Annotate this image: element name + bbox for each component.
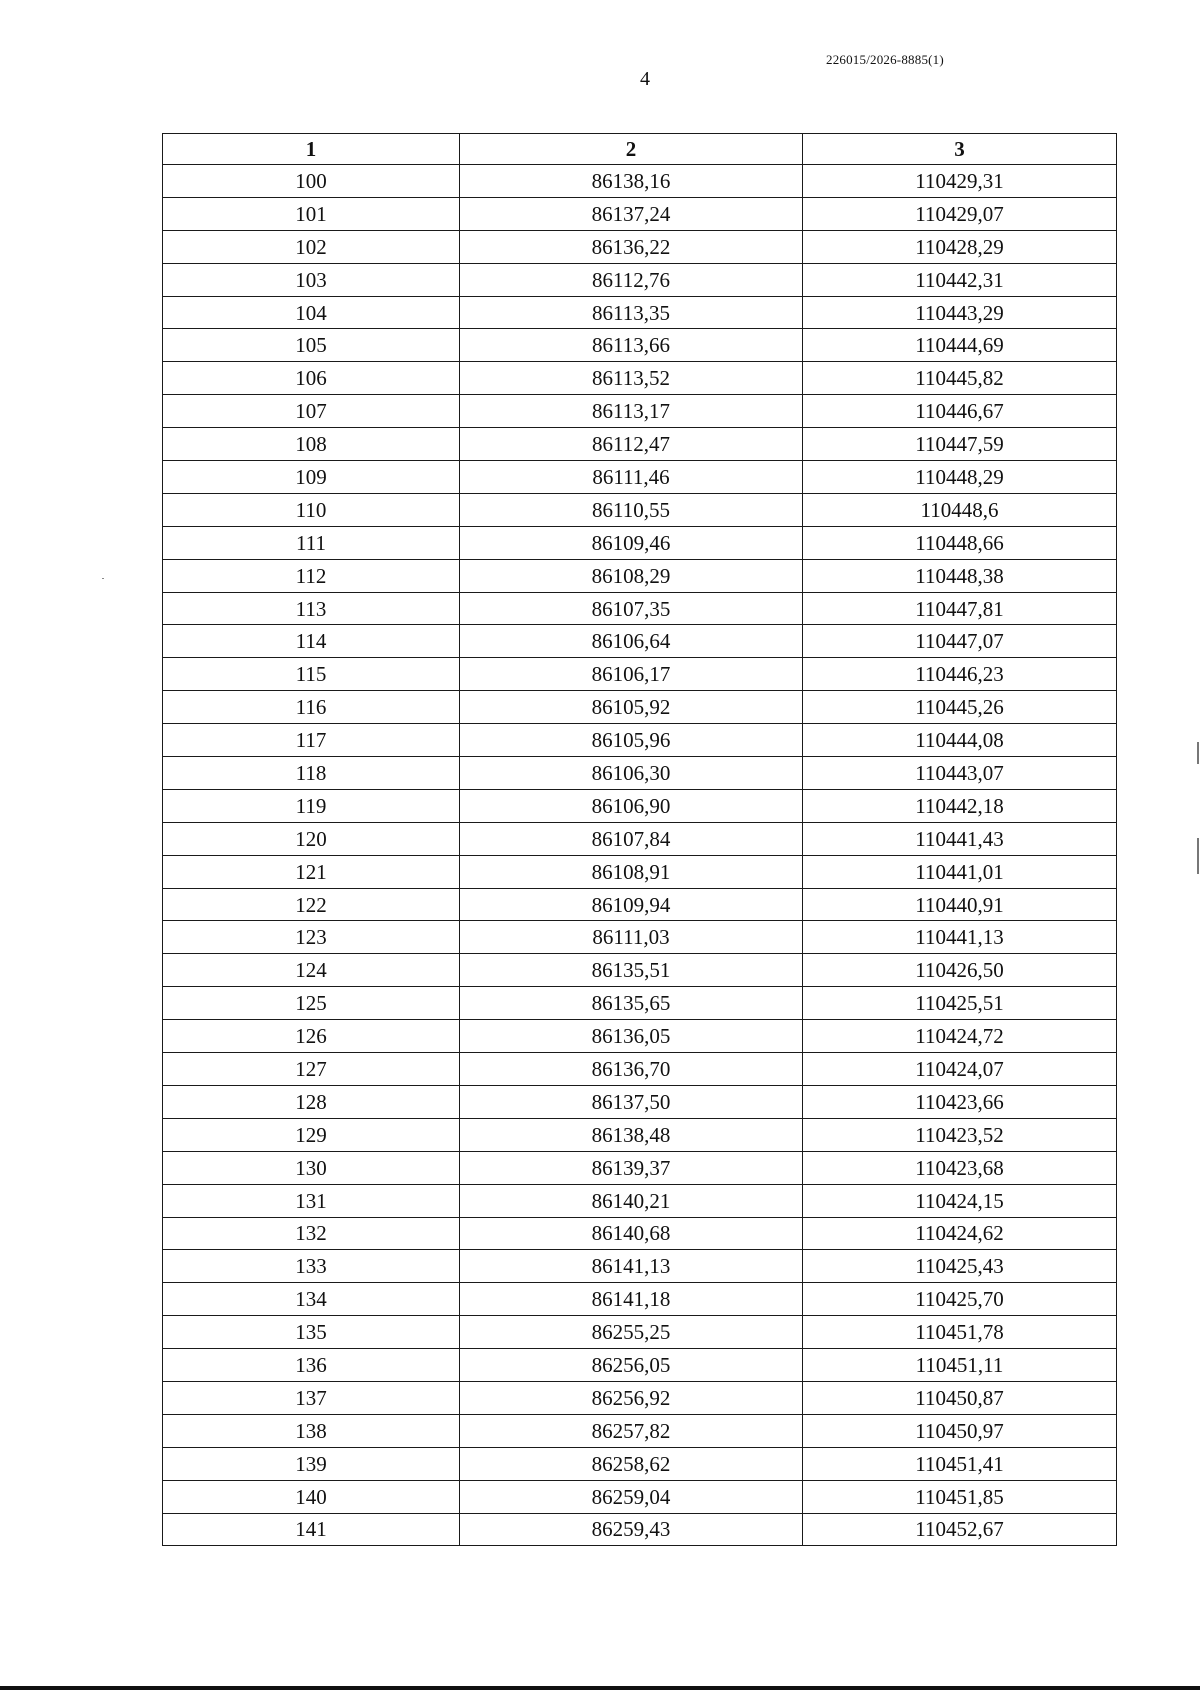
scan-edge-mark	[1197, 742, 1199, 764]
table-cell: 112	[163, 559, 460, 592]
table-cell: 86106,90	[460, 789, 803, 822]
table-cell: 86141,18	[460, 1283, 803, 1316]
table-row	[163, 1184, 1117, 1217]
table-cell: 86139,37	[460, 1151, 803, 1184]
table-cell: 137	[163, 1381, 460, 1414]
table-cell: 110442,31	[803, 263, 1117, 296]
table-cell: 86137,24	[460, 197, 803, 230]
table-cell: 86138,48	[460, 1118, 803, 1151]
table-row	[163, 1020, 1117, 1053]
table-cell: 86112,47	[460, 428, 803, 461]
table-row	[163, 1250, 1117, 1283]
table-cell: 110451,78	[803, 1316, 1117, 1349]
table-row	[163, 822, 1117, 855]
table-row	[163, 724, 1117, 757]
table-row	[163, 888, 1117, 921]
table-cell: 110451,11	[803, 1349, 1117, 1382]
table-row	[163, 1118, 1117, 1151]
table-cell: 86258,62	[460, 1447, 803, 1480]
table-cell: 110426,50	[803, 954, 1117, 987]
table-cell: 86111,03	[460, 921, 803, 954]
table-cell: 86113,35	[460, 296, 803, 329]
table-row	[163, 789, 1117, 822]
table-cell: 133	[163, 1250, 460, 1283]
table-row	[163, 1283, 1117, 1316]
table-cell: 86255,25	[460, 1316, 803, 1349]
table-cell: 103	[163, 263, 460, 296]
table-cell: 116	[163, 691, 460, 724]
table-row	[163, 1480, 1117, 1513]
table-cell: 110445,26	[803, 691, 1117, 724]
table-cell: 118	[163, 757, 460, 790]
table-cell: 110446,67	[803, 395, 1117, 428]
table-cell: 86259,43	[460, 1513, 803, 1546]
table-row	[163, 691, 1117, 724]
table-cell: 121	[163, 855, 460, 888]
table-cell: 110443,07	[803, 757, 1117, 790]
table-cell: 110423,68	[803, 1151, 1117, 1184]
table-row	[163, 1217, 1117, 1250]
table-cell: 140	[163, 1480, 460, 1513]
page-number	[0, 68, 1200, 91]
table-row	[163, 1316, 1117, 1349]
table-cell: 110441,13	[803, 921, 1117, 954]
table-cell: 138	[163, 1414, 460, 1447]
table-row	[163, 625, 1117, 658]
table-cell: 86113,66	[460, 329, 803, 362]
table-row	[163, 1085, 1117, 1118]
table-row	[163, 1151, 1117, 1184]
table-cell: 123	[163, 921, 460, 954]
table-cell: 110428,29	[803, 230, 1117, 263]
table-cell: 86259,04	[460, 1480, 803, 1513]
table-cell: 110448,38	[803, 559, 1117, 592]
table-cell: 110440,91	[803, 888, 1117, 921]
table-row	[163, 526, 1117, 559]
table-cell: 110442,18	[803, 789, 1117, 822]
table-cell: 110424,72	[803, 1020, 1117, 1053]
table-row	[163, 559, 1117, 592]
table-cell: 86106,64	[460, 625, 803, 658]
scan-bottom-edge	[0, 1686, 1200, 1690]
table-cell: 100	[163, 165, 460, 198]
table-cell: 86106,17	[460, 658, 803, 691]
table-row	[163, 296, 1117, 329]
table-cell: 86108,29	[460, 559, 803, 592]
scan-speck	[102, 578, 104, 579]
table-cell: 110444,08	[803, 724, 1117, 757]
table-cell: 86256,92	[460, 1381, 803, 1414]
coordinates-table	[162, 133, 1117, 1546]
table-row	[163, 493, 1117, 526]
table-cell: 104	[163, 296, 460, 329]
table-cell: 110425,51	[803, 987, 1117, 1020]
table-cell: 122	[163, 888, 460, 921]
table-cell: 130	[163, 1151, 460, 1184]
table-row	[163, 1349, 1117, 1382]
table-cell: 86136,22	[460, 230, 803, 263]
column-header: 1	[163, 134, 460, 165]
table-cell: 110424,15	[803, 1184, 1117, 1217]
table-cell: 102	[163, 230, 460, 263]
table-cell: 110444,69	[803, 329, 1117, 362]
table-row	[163, 230, 1117, 263]
table-cell: 101	[163, 197, 460, 230]
table-row	[163, 592, 1117, 625]
table-cell: 110425,43	[803, 1250, 1117, 1283]
table-cell: 110452,67	[803, 1513, 1117, 1546]
table-cell: 86135,51	[460, 954, 803, 987]
table-cell: 110450,97	[803, 1414, 1117, 1447]
table-cell: 114	[163, 625, 460, 658]
table-cell: 110441,43	[803, 822, 1117, 855]
table-cell: 127	[163, 1053, 460, 1086]
table-cell: 131	[163, 1184, 460, 1217]
table-row	[163, 987, 1117, 1020]
table-cell: 110	[163, 493, 460, 526]
table-cell: 86257,82	[460, 1414, 803, 1447]
table-cell: 111	[163, 526, 460, 559]
table-row	[163, 1381, 1117, 1414]
table-cell: 107	[163, 395, 460, 428]
table-cell: 86105,92	[460, 691, 803, 724]
table-cell: 110429,07	[803, 197, 1117, 230]
table-cell: 110424,62	[803, 1217, 1117, 1250]
table-cell: 110445,82	[803, 362, 1117, 395]
table-row	[163, 1447, 1117, 1480]
table-cell: 110451,41	[803, 1447, 1117, 1480]
table-cell: 126	[163, 1020, 460, 1053]
table-row	[163, 1414, 1117, 1447]
table-cell: 110441,01	[803, 855, 1117, 888]
table-header-row	[163, 134, 1117, 165]
table-cell: 86105,96	[460, 724, 803, 757]
table-cell: 129	[163, 1118, 460, 1151]
table-cell: 113	[163, 592, 460, 625]
table-row	[163, 855, 1117, 888]
table-row	[163, 362, 1117, 395]
table-cell: 110424,07	[803, 1053, 1117, 1086]
page-number-text: 4	[640, 68, 650, 90]
table-row	[163, 197, 1117, 230]
table-cell: 109	[163, 461, 460, 494]
table-cell: 86112,76	[460, 263, 803, 296]
table-cell: 110447,07	[803, 625, 1117, 658]
table-row	[163, 1513, 1117, 1546]
table-cell: 115	[163, 658, 460, 691]
table-cell: 86135,65	[460, 987, 803, 1020]
table-cell: 110446,23	[803, 658, 1117, 691]
table-cell: 86110,55	[460, 493, 803, 526]
table-cell: 86108,91	[460, 855, 803, 888]
document-id: 226015/2026-8885(1)	[826, 52, 944, 67]
table-cell: 86111,46	[460, 461, 803, 494]
table-cell: 86107,35	[460, 592, 803, 625]
table-cell: 110429,31	[803, 165, 1117, 198]
table-cell: 110425,70	[803, 1283, 1117, 1316]
coordinates-table-container	[162, 133, 1116, 1546]
table-cell: 139	[163, 1447, 460, 1480]
table-cell: 86136,05	[460, 1020, 803, 1053]
table-cell: 86140,68	[460, 1217, 803, 1250]
table-cell: 134	[163, 1283, 460, 1316]
table-cell: 124	[163, 954, 460, 987]
table-row	[163, 165, 1117, 198]
table-cell: 125	[163, 987, 460, 1020]
table-cell: 110448,66	[803, 526, 1117, 559]
table-cell: 141	[163, 1513, 460, 1546]
table-cell: 86109,94	[460, 888, 803, 921]
table-body	[163, 165, 1117, 1546]
scan-edge-mark	[1197, 838, 1199, 874]
column-header: 3	[803, 134, 1117, 165]
table-cell: 110448,29	[803, 461, 1117, 494]
table-cell: 86136,70	[460, 1053, 803, 1086]
table-cell: 86109,46	[460, 526, 803, 559]
table-cell: 86113,17	[460, 395, 803, 428]
table-cell: 105	[163, 329, 460, 362]
table-cell: 108	[163, 428, 460, 461]
table-row	[163, 658, 1117, 691]
table-row	[163, 921, 1117, 954]
table-row	[163, 461, 1117, 494]
table-row	[163, 329, 1117, 362]
table-row	[163, 395, 1117, 428]
table-cell: 110450,87	[803, 1381, 1117, 1414]
table-cell: 117	[163, 724, 460, 757]
table-cell: 110448,6	[803, 493, 1117, 526]
table-cell: 136	[163, 1349, 460, 1382]
table-cell: 86113,52	[460, 362, 803, 395]
table-cell: 128	[163, 1085, 460, 1118]
table-cell: 110451,85	[803, 1480, 1117, 1513]
table-row	[163, 263, 1117, 296]
table-cell: 132	[163, 1217, 460, 1250]
table-cell: 119	[163, 789, 460, 822]
table-row	[163, 1053, 1117, 1086]
table-cell: 86106,30	[460, 757, 803, 790]
table-cell: 86141,13	[460, 1250, 803, 1283]
table-cell: 110423,52	[803, 1118, 1117, 1151]
table-cell: 135	[163, 1316, 460, 1349]
table-cell: 86140,21	[460, 1184, 803, 1217]
table-cell: 110447,81	[803, 592, 1117, 625]
table-cell: 110423,66	[803, 1085, 1117, 1118]
table-row	[163, 954, 1117, 987]
table-cell: 86107,84	[460, 822, 803, 855]
table-cell: 86256,05	[460, 1349, 803, 1382]
table-row	[163, 757, 1117, 790]
table-cell: 110443,29	[803, 296, 1117, 329]
table-cell: 110447,59	[803, 428, 1117, 461]
table-cell: 120	[163, 822, 460, 855]
table-cell: 86137,50	[460, 1085, 803, 1118]
column-header: 2	[460, 134, 803, 165]
table-row	[163, 428, 1117, 461]
table-cell: 86138,16	[460, 165, 803, 198]
table-cell: 106	[163, 362, 460, 395]
